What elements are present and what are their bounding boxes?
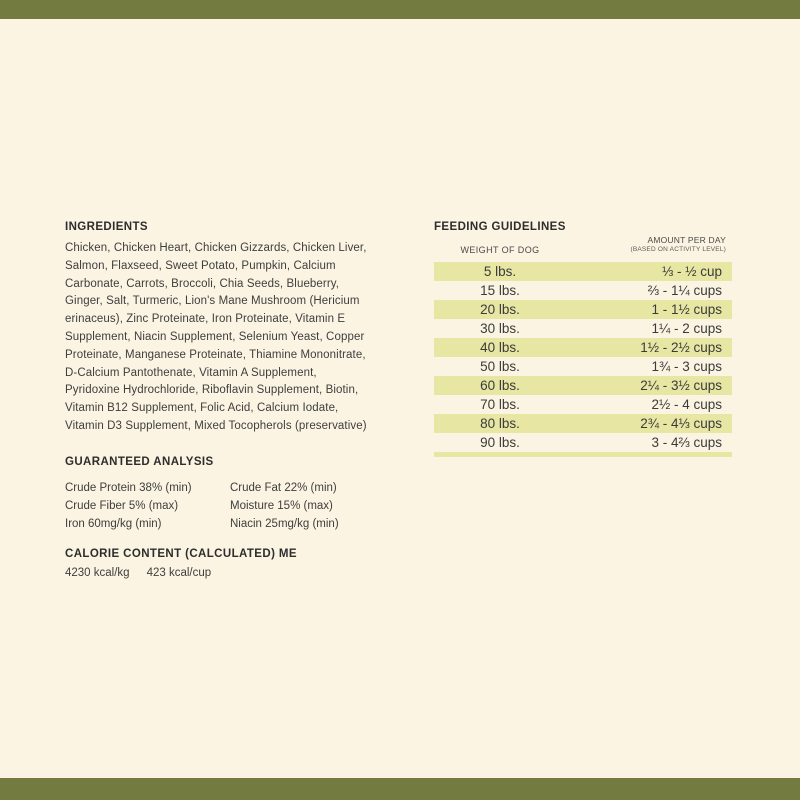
guaranteed-analysis-heading: GUARANTEED ANALYSIS [65,456,214,468]
feeding-row [434,376,732,395]
amount-header-label: AMOUNT PER DAY [647,235,726,245]
weight-cell: 90 lbs. [480,435,520,450]
guaranteed-analysis-grid [65,479,339,533]
calorie-value-per-kg: 4230 kcal/kg [65,567,130,579]
analysis-item: Iron 60mg/kg (min) [65,518,162,530]
weight-column-header: WEIGHT OF DOG [460,245,540,255]
amount-cell: 2¼ - 3½ cups [640,378,722,393]
analysis-item: Crude Fat 22% (min) [230,482,337,494]
feeding-row [434,395,732,414]
analysis-item: Crude Fiber 5% (max) [65,500,179,512]
analysis-left-column [65,479,230,533]
amount-cell: 3 - 4⅔ cups [651,435,722,450]
analysis-item: Crude Protein 38% (min) [65,482,192,494]
amount-column-header [630,236,726,253]
ingredient-line: Chicken, Chicken Heart, Chicken Gizzards, Chicken Liver, [65,242,367,254]
amount-cell: 2½ - 4 cups [651,397,722,412]
ingredient-line: Proteinate, Manganese Proteinate, Thiamine Mononitrate, [65,348,366,361]
amount-cell: 1¾ - 3 cups [651,359,722,374]
ingredient-line: Vitamin D3 Supplement, Mixed Tocopherols (preservative) [65,419,367,432]
ingredient-line: Ginger, Salt, Turmeric, Lion's Mane Mushroom (Hericium [65,295,360,308]
feeding-row [434,319,732,338]
ingredient-line: Supplement, Niacin Supplement, Selenium Yeast, Copper [65,330,365,343]
ingredients-section [65,221,425,436]
amount-cell: 1¼ - 2 cups [651,321,722,336]
feeding-row [434,414,732,433]
weight-cell: 15 lbs. [480,283,520,298]
calorie-value-per-cup: 423 kcal/cup [146,567,212,579]
amount-cell: 1 - 1½ cups [651,302,722,317]
weight-cell: 70 lbs. [480,397,520,412]
ingredients-text [65,240,425,436]
analysis-item: Niacin 25mg/kg (min) [230,518,339,530]
analysis-right-column [230,479,339,533]
ingredients-heading: INGREDIENTS [65,221,148,233]
weight-cell: 5 lbs. [483,264,517,279]
amount-cell: ⅔ - 1¼ cups [647,283,722,298]
amount-cell: 2¾ - 4⅓ cups [640,416,722,431]
ingredient-line: Pyridoxine Hydrochloride, Riboflavin Supplement, Biotin, [65,384,359,397]
ingredient-line: erinaceus), Zinc Proteinate, Iron Proteinate, Vitamin E [65,313,346,326]
feeding-table [434,262,732,457]
bottom-border-bar [0,778,800,800]
weight-cell: 50 lbs. [480,359,520,374]
ingredient-line: Vitamin B12 Supplement, Folic Acid, Calcium Iodate, [65,402,339,415]
table-bottom-stripe [434,452,732,457]
feeding-guidelines-heading: FEEDING GUIDELINES [434,221,566,233]
top-border-bar [0,0,800,19]
amount-cell: ⅓ - ½ cup [661,264,722,279]
feeding-row [434,300,732,319]
weight-cell: 60 lbs. [480,378,520,393]
weight-cell: 80 lbs. [480,416,520,431]
ingredient-line: D-Calcium Pantothenate, Vitamin A Supplement, [65,366,317,379]
weight-cell: 20 lbs. [480,302,520,317]
calorie-content-heading: CALORIE CONTENT (CALCULATED) ME [65,548,297,560]
amount-header-subtext: (BASED ON ACTIVITY LEVEL) [630,245,726,253]
feeding-row [434,281,732,300]
amount-cell: 1½ - 2½ cups [640,340,722,355]
feeding-row [434,433,732,452]
guaranteed-analysis-section [65,456,339,533]
calorie-values [65,567,297,579]
weight-cell: 40 lbs. [480,340,520,355]
feeding-row [434,338,732,357]
feeding-row [434,357,732,376]
calorie-content-section [65,548,297,579]
feeding-table-header [434,233,732,262]
weight-cell: 30 lbs. [480,321,520,336]
ingredient-line: Carbonate, Carrots, Broccoli, Chia Seeds, Blueberry, [65,277,340,290]
feeding-guidelines-section [434,221,732,457]
analysis-item: Moisture 15% (max) [230,500,333,512]
ingredient-line: Salmon, Flaxseed, Sweet Potato, Pumpkin, Calcium [65,259,336,272]
feeding-row [434,262,732,281]
